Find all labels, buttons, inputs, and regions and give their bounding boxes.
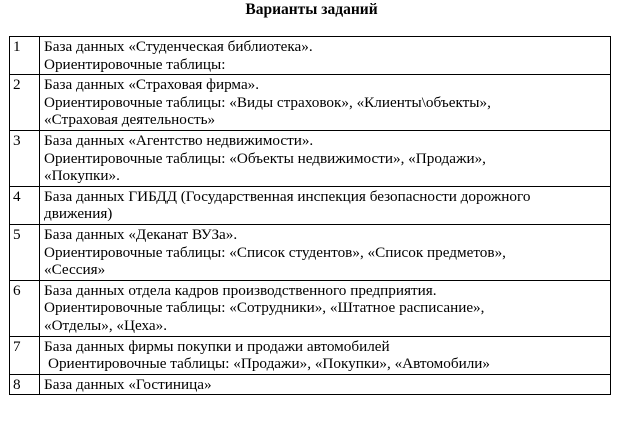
task-number: 1 — [10, 37, 40, 75]
task-line: База данных «Страховая фирма». — [44, 76, 260, 94]
task-line: Ориентировочные таблицы: «Список студентов», «Список предметов», — [44, 243, 506, 261]
task-line: движения) — [44, 205, 113, 223]
task-description — [40, 374, 611, 395]
task-line: Ориентировочные таблицы: — [44, 55, 226, 73]
task-number: 3 — [10, 130, 40, 186]
task-line: База данных отдела кадров производственного предприятия. — [44, 281, 437, 299]
task-line: «Сессия» — [44, 261, 106, 279]
task-line: Ориентировочные таблицы: «Продажи», «Покупки», «Автомобили» — [48, 355, 491, 373]
task-line: «Покупки». — [44, 167, 120, 185]
task-row — [10, 374, 611, 395]
task-line: Ориентировочные таблицы: «Сотрудники», «Штатное расписание», — [44, 299, 485, 317]
document-title: Варианты заданий — [245, 1, 378, 18]
task-description — [40, 37, 611, 75]
task-number: 5 — [10, 224, 40, 280]
task-line: База данных «Студенческая библиотека». — [44, 38, 313, 55]
task-number: 8 — [10, 374, 40, 395]
task-line: База данных фирмы покупки и продажи автомобилей — [44, 337, 390, 355]
task-line: База данных «Агентство недвижимости». — [44, 131, 314, 149]
task-line: База данных «Деканат ВУЗа». — [44, 225, 238, 243]
task-line: Ориентировочные таблицы: «Виды страховок», «Клиенты\объекты», — [44, 93, 491, 111]
task-line: «Отделы», «Цеха». — [44, 316, 168, 334]
task-line: «Страховая деятельность» — [44, 111, 216, 129]
task-line: База данных «Гостиница» — [44, 375, 212, 393]
task-description — [40, 224, 611, 280]
task-row — [10, 186, 611, 224]
task-row — [10, 75, 611, 131]
task-description — [40, 336, 611, 374]
task-row — [10, 224, 611, 280]
task-description — [40, 130, 611, 186]
task-row — [10, 37, 611, 75]
task-row — [10, 280, 611, 336]
task-description — [40, 75, 611, 131]
tasks-table — [9, 36, 611, 395]
task-description — [40, 280, 611, 336]
task-line: База данных ГИБДД (Государственная инспекция безопасности дорожного — [44, 187, 531, 205]
task-number: 4 — [10, 186, 40, 224]
task-description — [40, 186, 611, 224]
task-row — [10, 130, 611, 186]
task-row — [10, 336, 611, 374]
task-number: 6 — [10, 280, 40, 336]
task-number: 2 — [10, 75, 40, 131]
task-line: Ориентировочные таблицы: «Объекты недвижимости», «Продажи», — [44, 149, 486, 167]
task-number: 7 — [10, 336, 40, 374]
